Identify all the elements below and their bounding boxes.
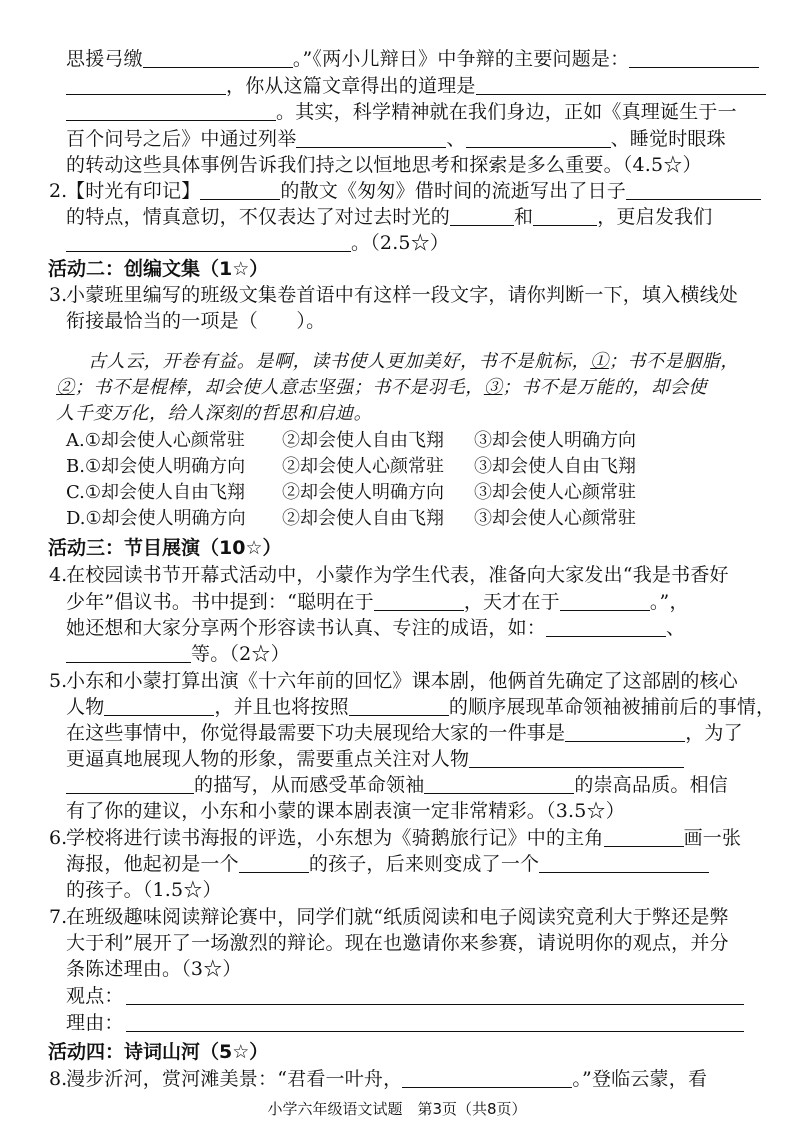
answer-blank[interactable] [66,775,194,794]
reason-label: 理由： [66,1012,124,1034]
question-number: 6. [49,827,68,849]
text: 的崇高品质。相信 [574,774,729,796]
answer-blank[interactable] [450,207,514,226]
text: 漫步沂河，赏河滩美景：“君看一叶舟， [66,1068,403,1090]
q7-line3: 条陈述理由。（3☆） [66,958,242,980]
answer-blank[interactable] [533,207,597,226]
q5-line4 [66,748,684,770]
q4-line4 [66,643,290,665]
page-footer: 小学六年级语文试题 第3页（共8页） [267,1100,527,1118]
text: 。”登临云蒙，看 [572,1068,708,1090]
answer-blank[interactable] [476,76,766,95]
q8-line1 [66,1068,707,1090]
text: ；书不是棍棒，却会使人意志坚强；书不是羽毛， [74,377,484,398]
section-heading: 活动三：节目展演（10☆） [48,537,282,559]
answer-blank[interactable] [469,749,684,768]
option-d-c2: ②却会使人自由飞翔 [282,508,444,529]
answer-blank[interactable] [626,181,761,200]
blank-marker: ① [590,351,609,372]
answer-blank[interactable] [104,697,214,716]
q1-line4 [66,128,726,150]
text: 的孩子，后来则变成了一个 [308,853,540,875]
option-c[interactable]: C.①却会使人自由飞翔 [66,482,245,503]
text: 的描写，从而感受革命领袖 [194,774,425,796]
q3-quote-line3: 人千变万化，给人深刻的哲思和启迪。 [56,403,373,424]
text: 、 [666,617,686,639]
option-c-c2: ②却会使人明确方向 [282,482,444,503]
q3-line2: 衔接最恰当的一项是（ ）。 [66,310,326,332]
text: 百个问号之后》中通过列举 [66,128,297,150]
option-b[interactable]: B.①却会使人明确方向 [66,456,246,477]
viewpoint-label: 观点： [66,985,124,1007]
option-d[interactable]: D.①却会使人明确方向 [66,508,246,529]
text: 。”， [649,591,689,613]
text: 、 [446,128,466,150]
text: 少年”倡议书。书中提到：“聪明在于 [66,591,374,613]
q5-line2 [66,696,775,718]
q2-line1 [66,180,761,202]
q6-line1 [66,827,741,849]
text: 更逼真地展现人物的形象，需要重点关注对人物 [66,748,470,770]
q6-line2 [66,853,709,875]
option-a-c2: ②却会使人自由飞翔 [282,430,444,451]
text: 的顺序展现革命领袖被捕前后的事情， [448,696,776,718]
question-number: 3. [49,284,68,306]
q1-line3 [66,101,737,123]
answer-blank[interactable] [466,129,611,148]
option-a[interactable]: A.①却会使人心颜常驻 [66,430,245,451]
text: 学校将进行读书海报的评选，小东想为《骑鹅旅行记》中的主角 [66,827,604,849]
option-b-c3: ③却会使人自由飞翔 [474,456,636,477]
q4-line2 [66,591,689,613]
q7-line1: 在班级趣味阅读辩论赛中，同学们就“纸质阅读和电子阅读究竟利大于弊还是弊 [66,906,729,928]
q3-quote-line1 [88,351,739,373]
blank-marker: ③ [483,377,503,398]
text: ，为了 [685,722,743,744]
option-a-c3: ③却会使人明确方向 [474,430,636,451]
question-number: 5. [49,670,68,692]
answer-blank[interactable] [604,828,684,847]
answer-blank[interactable] [560,592,650,611]
q1-line1 [66,48,759,70]
q2-line3 [66,232,449,254]
answer-blank[interactable] [546,618,666,637]
text: 海报，他起初是一个 [66,853,239,875]
text: 她还想和大家分享两个形容读书认真、专注的成语，如： [66,617,547,639]
text: 在这些事情中，你觉得最需要下功夫展现给大家的一件事是 [66,722,566,744]
text: ，更启发我们 [597,206,713,228]
question-number: 7. [49,906,68,928]
q2-line2 [66,206,712,228]
text: ；书不是胭脂， [608,351,740,372]
text: 的特点，情真意切，不仅表达了对过去时光的 [66,206,451,228]
text: ，天才在于 [463,591,560,613]
q5-line5 [66,774,728,796]
text: 思援弓缴 [66,48,143,70]
text: 画一张 [683,827,742,849]
q5-line6: 有了你的建议，小东和小蒙的课本剧表演一定非常精彩。（3.5☆） [66,800,625,822]
answer-blank[interactable] [629,49,759,68]
blank-marker: ② [56,377,75,398]
answer-blank[interactable] [66,644,191,663]
answer-blank[interactable] [66,102,276,121]
text: 【时光有印记】 [66,180,201,202]
text: 。”《两小儿辩日》中争辩的主要问题是： [292,48,630,70]
q1-line5 [66,154,702,176]
text: 。其实，科学精神就在我们身边，正如《真理诞生于一 [276,101,737,123]
q3-line1: 小蒙班里编写的班级文集卷首语中有这样一段文字，请你判断一下，填入横线处 [66,284,739,306]
section-heading: 活动二：创编文集（1☆） [48,258,269,280]
answer-blank[interactable] [402,1069,572,1088]
answer-blank[interactable] [539,854,709,873]
section-heading: 活动四：诗词山河（5☆） [48,1041,269,1063]
viewpoint-answer-line[interactable] [126,1004,744,1005]
answer-blank[interactable] [374,592,464,611]
text: ；书不是万能的，却会使 [502,377,708,398]
answer-blank[interactable] [66,76,226,95]
q3-quote-line2 [56,377,707,399]
text: 的散文《匆匆》借时间的流逝写出了日子 [280,180,627,202]
q5-line3 [66,722,743,744]
text: 等。（2☆） [191,643,290,665]
question-number: 2. [49,180,68,202]
text: 的转动这些具体事例告诉我们持之以恒地思考和探索是多么重要。（4.5☆） [66,154,702,176]
option-c-c3: ③却会使人心颜常驻 [474,482,636,503]
option-b-c2: ②却会使人心颜常驻 [282,456,444,477]
q5-line1: 小东和小蒙打算出演《十六年前的回忆》课本剧，他俩首先确定了这部剧的核心 [66,670,739,692]
q4-line3 [66,617,685,639]
question-number: 4. [49,564,68,586]
answer-blank[interactable] [143,49,293,68]
answer-blank[interactable] [565,723,685,742]
answer-blank[interactable] [200,181,280,200]
q4-line1: 在校园读书节开幕式活动中，小蒙作为学生代表，准备向大家发出“我是书香好 [66,564,729,586]
text: 古人云，开卷有益。是啊，读书使人更加美好，书不是航标， [88,351,591,372]
q1-line2 [66,75,766,97]
answer-blank[interactable] [296,129,446,148]
answer-blank[interactable] [66,233,351,252]
option-d-c3: ③却会使人心颜常驻 [474,508,636,529]
q7-line2: 大于利”展开了一场激烈的辩论。现在也邀请你来参赛，请说明你的观点，并分 [66,932,729,954]
answer-blank[interactable] [424,775,574,794]
answer-blank[interactable] [349,697,449,716]
answer-blank[interactable] [239,854,309,873]
question-number: 8. [49,1068,68,1090]
q6-line3: 的孩子。（1.5☆） [66,879,222,901]
reason-answer-line[interactable] [126,1031,744,1032]
text: ，你从这篇文章得出的道理是 [226,75,476,97]
text: 、睡觉时眼珠 [610,128,726,150]
text: 和 [514,206,534,228]
text: ，并且也将按照 [214,696,349,718]
text: 。（2.5☆） [351,232,450,254]
text: 人物 [66,696,105,718]
